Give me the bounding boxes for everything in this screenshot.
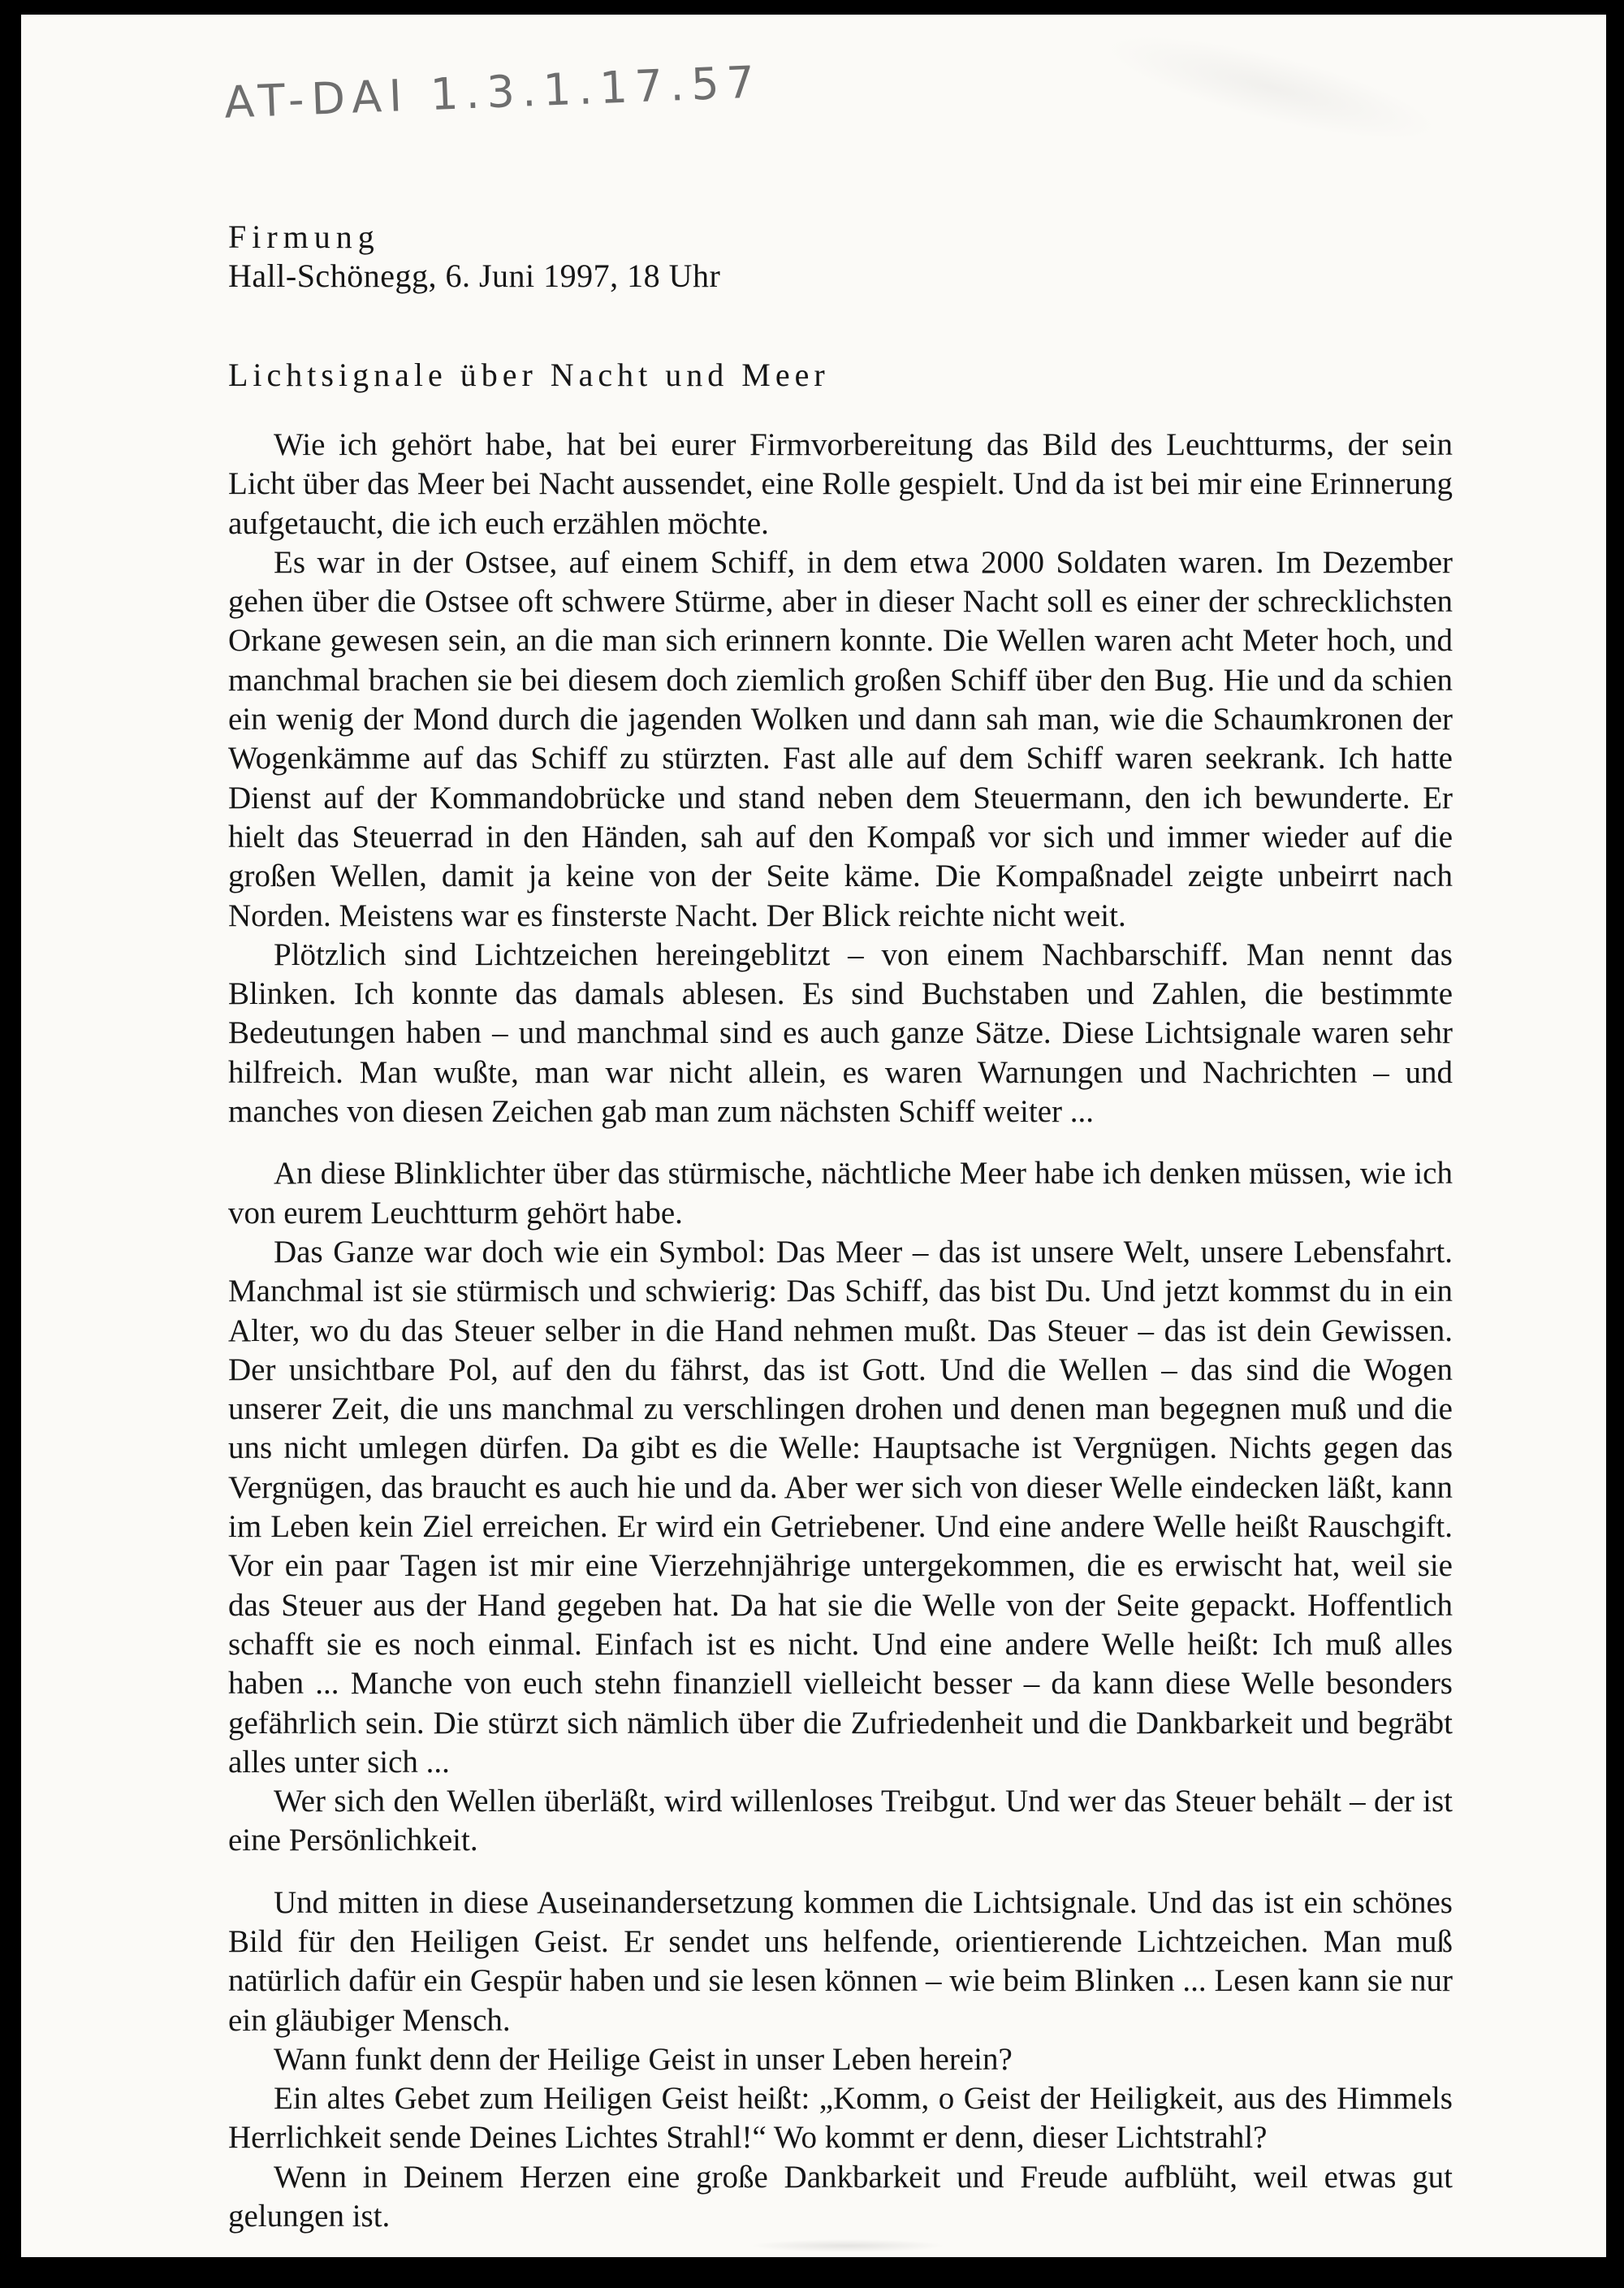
scanned-document-page xyxy=(21,15,1606,2257)
paragraph-intro: Wie ich gehört habe, hat bei eurer Firmvorbereitung das Bild des Leuchtturms, der sein Licht über das Meer bei Nacht aussendet, eine Rolle gespielt. Und da ist bei mir eine Erinnerung aufgetaucht, die ich euch erzählen möchte. xyxy=(228,427,1453,541)
archival-reference-handwriting: AT-DAI 1.3.1.17.57 xyxy=(223,56,763,128)
document-place-date-line: Hall-Schönegg, 6. Juni 1997, 18 Uhr xyxy=(228,257,721,294)
pencil-smudge xyxy=(1099,15,1445,160)
paragraph-light-signals: Plötzlich sind Lichtzeichen hereingeblitzt – von einem Nachbarschiff. Man nennt das Blinken. Ich konnte das damals ablesen. Es sind Buchstaben und Zahlen, die bestimmte Bedeutungen haben – und manchmal sind es auch ganze Sätze. Diese Lichtsignale waren sehr hilfreich. Man wußte, man war nicht allein, es waren Warnungen und Nachrichten – und manches von diesen Zeichen gab man zum nächsten Schiff weiter ... xyxy=(228,936,1453,1130)
paragraph-treibgut: Wer sich den Wellen überläßt, wird willenloses Treibgut. Und wer das Steuer behält – der ist eine Persönlichkeit. xyxy=(228,1784,1453,1858)
paragraph-dankbarkeit: Wenn in Deinem Herzen eine große Dankbarkeit und Freude aufblüht, weil etwas gut gelungen ist. xyxy=(228,2159,1453,2234)
sermon-body xyxy=(228,426,1453,2236)
paragraph-heiliger-geist: Und mitten in diese Auseinandersetzung kommen die Lichtsignale. Und das ist ein schönes Bild für den Heiligen Geist. Er sendet uns helfende, orientierende Lichtzeichen. Man muß natürlich dafür ein Gespür haben und sie lesen können – wie beim Blinken ... Lesen kann sie nur ein gläubiger Mensch. xyxy=(228,1884,1453,2038)
paragraph-gebet: Ein altes Gebet zum Heiligen Geist heißt: „Komm, o Geist der Heiligkeit, aus des Himmels Herrlichkeit sende Deines Lichtes Strahl!“ Wo kommt er denn, dieser Lichtstrahl? xyxy=(228,2081,1453,2156)
scan-smudge xyxy=(750,2239,945,2252)
document-header xyxy=(228,218,720,296)
document-title: Firmung xyxy=(228,218,380,255)
paragraph-storm-story: Es war in der Ostsee, auf einem Schiff, in dem etwa 2000 Soldaten waren. Im Dezember gehen über die Ostsee oft schwere Stürme, aber in dieser Nacht soll es einer der schrecklichsten Orkane gewesen sein, an die man sich erinnern konnte. Die Wellen waren acht Meter hoch, und manchmal brachen sie bei diesem doch ziemlich großen Schiff über den Bug. Hie und da schien ein wenig der Mond durch die jagenden Wolken und dann sah man, wie die Schaumkronen der Wogenkämme auf das Schiff zu stürzten. Fast alle auf dem Schiff waren seekrank. Ich hatte Dienst auf der Kommandobrücke und stand neben dem Steuermann, den ich bewunderte. Er hielt das Steuerrad in den Händen, sah auf den Kompaß vor sich und immer wieder auf die großen Wellen, damit ja keine von der Seite käme. Die Kompaßnadel zeigte unbeirrt nach Norden. Meistens war es finsterste Nacht. Der Blick reichte nicht weit. xyxy=(228,544,1453,933)
sermon-heading: Lichtsignale über Nacht und Meer xyxy=(228,357,830,393)
paragraph-symbol: Das Ganze war doch wie ein Symbol: Das Meer – das ist unsere Welt, unsere Lebensfahrt. Manchmal ist sie stürmisch und schwierig: Das Schiff, das bist Du. Und jetzt kommst du in ein Alter, wo du das Steuer selber in die Hand nehmen mußt. Das Steuer – das ist dein Gewissen. Der unsichtbare Pol, auf den du fährst, das ist Gott. Und die Wellen – das sind die Wogen unserer Zeit, die uns manchmal zu verschlingen drohen und denen man begegnen muß und die uns nicht umlegen dürfen. Da gibt es die Welle: Hauptsache ist Vergnügen. Nichts gegen das Vergnügen, das braucht es auch hie und da. Aber wer sich von dieser Welle eindecken läßt, kann im Leben kein Ziel erreichen. Er wird ein Getriebener. Und eine andere Welle heißt Rauschgift. Vor ein paar Tagen ist mir eine Vierzehnjährige untergekommen, die es erwischt hat, weil sie das Steuer aus der Hand gegeben hat. Da hat sie die Welle von der Seite gepackt. Hoffentlich schafft sie es noch einmal. Einfach ist es nicht. Und eine andere Welle heißt: Ich muß alles haben ... Manche von euch stehn finanziell vielleicht besser – da kann diese Welle besonders gefährlich sein. Die stürzt sich nämlich über die Zufriedenheit und die Dankbarkeit und begräbt alles unter sich ... xyxy=(228,1234,1453,1780)
paragraph-wann-funkt: Wann funkt denn der Heilige Geist in unser Leben herein? xyxy=(274,2041,1013,2077)
paragraph-blinklichter: An diese Blinklichter über das stürmische, nächtliche Meer habe ich denken müssen, wie ich von eurem Leuchtturm gehört habe. xyxy=(228,1156,1453,1231)
